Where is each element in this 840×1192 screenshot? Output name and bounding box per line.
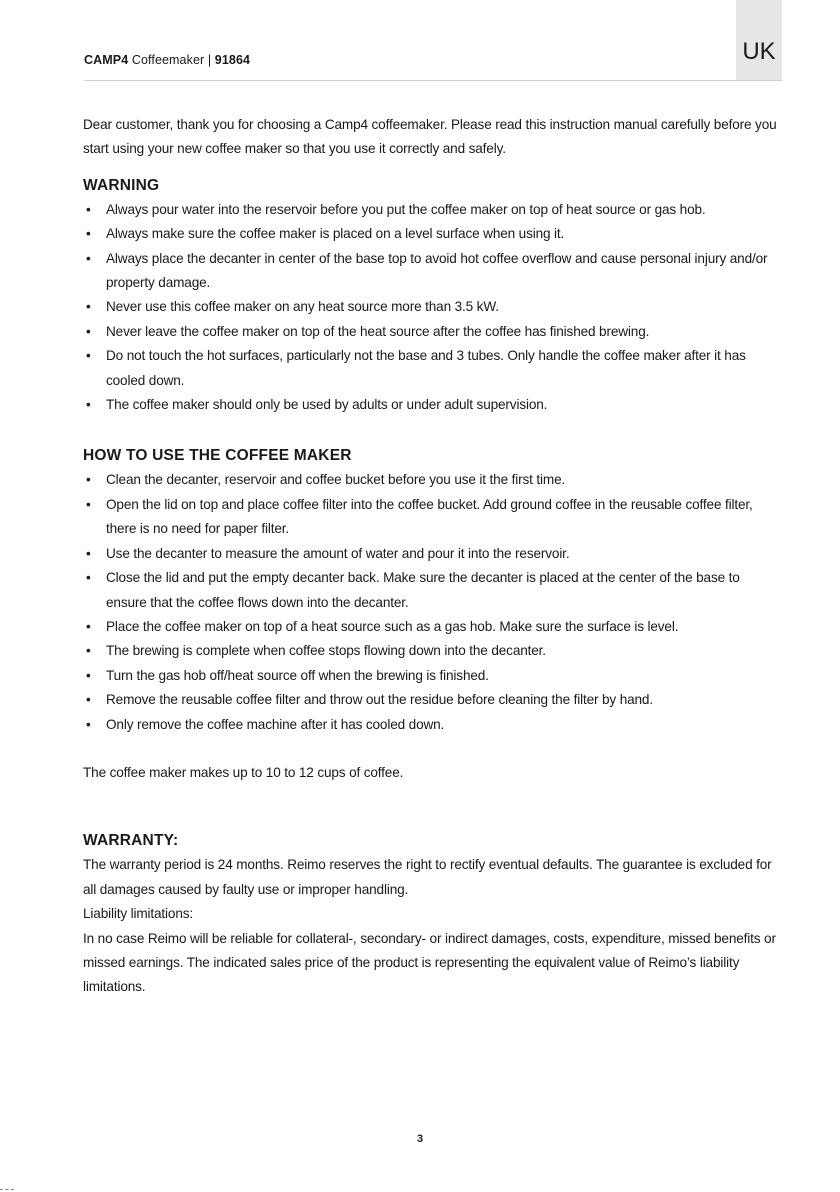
product-name: Coffeemaker	[131, 53, 205, 67]
bullet: •	[86, 323, 91, 339]
language-tab	[736, 0, 782, 80]
how-to-item	[83, 664, 783, 688]
warning-item	[83, 247, 783, 296]
bullet: •	[86, 397, 91, 413]
how-to-item-text: Close the lid and put the empty decanter back. Make sure the decanter is placed at the center of the base to ensure that the coffee flows down into the decanter.	[106, 570, 740, 610]
warning-item-text: Always make sure the coffee maker is placed on a level surface when using it.	[106, 226, 565, 242]
bullet: •	[86, 570, 91, 586]
how-to-item-text: Remove the reusable coffee filter and throw out the residue before cleaning the filter by hand.	[106, 692, 653, 708]
how-to-item	[83, 542, 783, 566]
how-to-item-text: Use the decanter to measure the amount of water and pour it into the reservoir.	[106, 545, 570, 561]
bullet: •	[86, 250, 91, 266]
header-divider	[84, 80, 782, 81]
bullet: •	[86, 472, 91, 488]
warranty-heading: WARRANTY:	[83, 832, 179, 850]
crop-mark	[0, 1189, 14, 1190]
bullet: •	[86, 299, 91, 315]
document-header	[84, 53, 250, 67]
bullet: •	[86, 545, 91, 561]
warning-item	[83, 222, 783, 246]
bullet: •	[86, 618, 91, 634]
bullet: •	[86, 348, 91, 364]
how-to-item-text: Only remove the coffee machine after it has cooled down.	[106, 716, 445, 732]
bullet: •	[86, 667, 91, 683]
how-to-heading: HOW TO USE THE COFFEE MAKER	[83, 447, 352, 465]
warning-item-text: Always place the decanter in center of the base top to avoid hot coffee overflow and cause personal injury and/or property damage.	[106, 250, 768, 291]
warning-item-text: Do not touch the hot surfaces, particularly not the base and 3 tubes. Only handle the coffee maker after it has cooled down.	[106, 348, 746, 388]
warning-item-text: Never leave the coffee maker on top of the heat source after the coffee has finished brewing.	[106, 323, 650, 339]
how-to-item	[83, 615, 783, 639]
liability-label: Liability limitations:	[83, 906, 194, 922]
bullet: •	[86, 692, 91, 708]
how-to-item	[83, 713, 783, 737]
bullet: •	[86, 643, 91, 659]
bullet: •	[86, 496, 91, 512]
warning-item	[83, 198, 783, 222]
how-to-item	[83, 493, 783, 542]
how-to-list	[83, 468, 783, 736]
how-to-item-text: Clean the decanter, reservoir and coffee bucket before you use it the first time.	[106, 472, 566, 488]
how-to-item	[83, 468, 783, 492]
warranty-paragraph: The warranty period is 24 months. Reimo reserves the right to rectify eventual defaults. The guarantee is excluded for all damages caused by faulty use or improper handling.	[83, 857, 772, 897]
warning-item	[83, 295, 783, 319]
how-to-item-text: Place the coffee maker on top of a heat source such as a gas hob. Make sure the surface is level.	[106, 618, 679, 634]
capacity-note: The coffee maker makes up to 10 to 12 cups of coffee.	[83, 764, 404, 780]
intro-paragraph: Dear customer, thank you for choosing a Camp4 coffeemaker. Please read this instruction manual carefully before you start using your new coffee maker so that you use it correctly and safely.	[83, 117, 777, 157]
warning-item-text: Always pour water into the reservoir before you put the coffee maker on top of heat source or gas hob.	[106, 201, 706, 217]
warning-item	[83, 320, 783, 344]
how-to-item-text: The brewing is complete when coffee stops flowing down into the decanter.	[106, 643, 546, 659]
language-label: UK	[742, 38, 776, 65]
how-to-item	[83, 639, 783, 663]
warning-item-text: The coffee maker should only be used by adults or under adult supervision.	[106, 397, 548, 413]
bullet: •	[86, 226, 91, 242]
bullet: •	[86, 716, 91, 732]
warning-item-text: Never use this coffee maker on any heat source more than 3.5 kW.	[106, 299, 499, 315]
how-to-item	[83, 688, 783, 712]
warning-heading: WARNING	[83, 176, 160, 194]
how-to-item-text: Turn the gas hob off/heat source off when the brewing is finished.	[106, 667, 489, 683]
warning-item	[83, 393, 783, 417]
bullet: •	[86, 201, 91, 217]
warning-list	[83, 198, 783, 418]
brand-name: CAMP4	[84, 53, 129, 67]
document-body	[83, 113, 783, 1000]
how-to-item-text: Open the lid on top and place coffee filter into the coffee bucket. Add ground coffee in the reusable coffee filter, there is no need for paper filter.	[106, 496, 753, 537]
model-number: 91864	[214, 53, 251, 67]
liability-paragraph: In no case Reimo will be reliable for collateral-, secondary- or indirect damages, costs, expenditure, missed benefits or missed earnings. The indicated sales price of the product is representing the equivalent value of Reimo’s liability limitations.	[83, 930, 776, 995]
warning-item	[83, 344, 783, 393]
page-number: 3	[416, 1133, 424, 1145]
how-to-item	[83, 566, 783, 615]
header-separator: |	[207, 53, 212, 67]
